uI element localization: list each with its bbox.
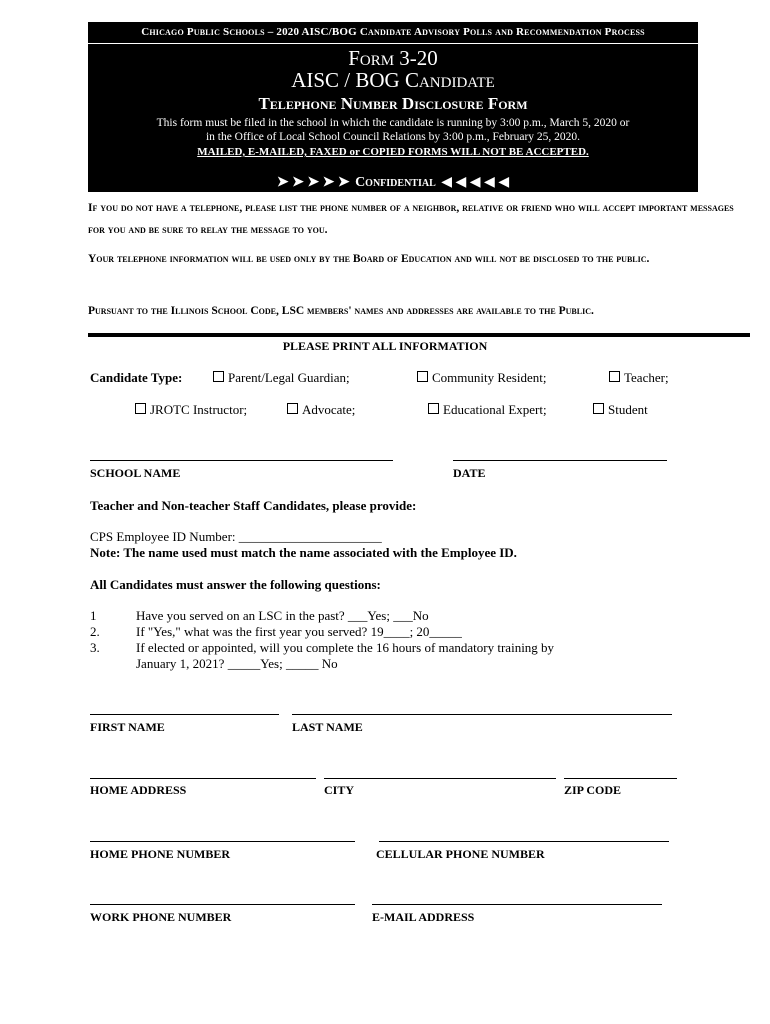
zip-code-label: ZIP CODE xyxy=(564,783,622,797)
date-label: DATE xyxy=(453,466,486,480)
checkbox-icon[interactable] xyxy=(287,403,298,414)
employee-id-field[interactable]: CPS Employee ID Number: ______________________ xyxy=(90,529,382,544)
home-phone-field[interactable] xyxy=(90,841,355,842)
cell-phone-label: CELLULAR PHONE NUMBER xyxy=(376,847,545,861)
header-top-line: Chicago Public Schools – 2020 AISC/BOG Candidate Advisory Polls and Recommendation Process xyxy=(141,26,645,38)
arrow-left-icons: ◀ ◀ ◀ ◀ ◀ xyxy=(441,175,510,190)
notice-telephone-use: Your telephone information will be used only by the Board of Education and will not be disclosed to the public. xyxy=(88,253,650,265)
email-label: E-MAIL ADDRESS xyxy=(372,910,475,924)
option-community-resident[interactable]: Community Resident; xyxy=(417,370,546,386)
mailed-forms-warning: MAILED, E-MAILED, FAXED or COPIED FORMS WILL NOT BE ACCEPTED. xyxy=(197,146,589,158)
employee-id-note: Note: The name used must match the name associated with the Employee ID. xyxy=(90,545,517,560)
candidate-line: AISC / BOG Candidate xyxy=(291,68,495,92)
question-2-text[interactable]: If "Yes," what was the first year you served? 19____; 20_____ xyxy=(136,624,462,639)
city-field[interactable] xyxy=(324,778,556,779)
checkbox-icon[interactable] xyxy=(417,371,428,382)
form-title: Telephone Number Disclosure Form xyxy=(258,94,528,113)
checkbox-icon[interactable] xyxy=(593,403,604,414)
form-header xyxy=(88,22,698,192)
questions-heading: All Candidates must answer the following questions: xyxy=(90,577,381,592)
home-address-field[interactable] xyxy=(90,778,316,779)
last-name-label: LAST NAME xyxy=(292,720,363,734)
first-name-field[interactable] xyxy=(90,714,279,715)
city-label: CITY xyxy=(324,783,355,797)
question-2-number: 2. xyxy=(90,624,100,639)
arrow-right-icons: ➤ ➤ ➤ ➤ ➤ xyxy=(276,175,350,190)
option-jrotc-instructor[interactable]: JROTC Instructor; xyxy=(135,402,247,418)
date-field[interactable] xyxy=(453,460,667,461)
staff-heading: Teacher and Non-teacher Staff Candidates, please provide: xyxy=(90,498,417,513)
first-name-label: FIRST NAME xyxy=(90,720,165,734)
checkbox-icon[interactable] xyxy=(428,403,439,414)
checkbox-icon[interactable] xyxy=(135,403,146,414)
form-number: Form 3-20 xyxy=(348,46,438,70)
section-rule xyxy=(88,333,750,337)
work-phone-field[interactable] xyxy=(90,904,355,905)
question-1-number: 1 xyxy=(90,608,97,623)
cell-phone-field[interactable] xyxy=(379,841,669,842)
confidential-label: Confidential xyxy=(355,175,436,190)
checkbox-icon[interactable] xyxy=(609,371,620,382)
option-advocate[interactable]: Advocate; xyxy=(287,402,355,418)
work-phone-label: WORK PHONE NUMBER xyxy=(90,910,232,924)
candidate-type-label: Candidate Type: xyxy=(90,370,183,385)
option-parent-guardian[interactable]: Parent/Legal Guardian; xyxy=(213,370,350,386)
school-name-label: SCHOOL NAME xyxy=(90,466,181,480)
notice-no-telephone: If you do not have a telephone, please list the phone number of a neighbor, relative or friend who will accept important messages for you and be sure to relay the message to you. xyxy=(88,202,734,236)
question-3-text: If elected or appointed, will you complete the 16 hours of mandatory training by xyxy=(136,640,555,655)
home-address-label: HOME ADDRESS xyxy=(90,783,187,797)
home-phone-label: HOME PHONE NUMBER xyxy=(90,847,230,861)
option-teacher[interactable]: Teacher; xyxy=(609,370,669,386)
confidential-banner xyxy=(88,174,698,191)
question-1-text[interactable]: Have you served on an LSC in the past? ___Yes; ___No xyxy=(136,608,429,623)
checkbox-icon[interactable] xyxy=(213,371,224,382)
option-educational-expert[interactable]: Educational Expert; xyxy=(428,402,547,418)
filing-deadline-line-1: This form must be filed in the school in which the candidate is running by 3:00 p.m., March 5, 2020 or xyxy=(156,117,630,129)
school-name-field[interactable] xyxy=(90,460,393,461)
notice-school-code: Pursuant to the Illinois School Code, LSC members' names and addresses are available to the Public. xyxy=(88,305,594,317)
filing-deadline-line-2: in the Office of Local School Council Relations by 3:00 p.m., February 25, 2020. xyxy=(205,131,581,143)
print-info-instruction: PLEASE PRINT ALL INFORMATION xyxy=(282,339,488,353)
option-student[interactable]: Student xyxy=(593,402,648,418)
header-divider xyxy=(88,43,698,44)
zip-code-field[interactable] xyxy=(564,778,677,779)
question-3-answer[interactable]: January 1, 2021? _____Yes; _____ No xyxy=(136,656,338,671)
question-3-number: 3. xyxy=(90,640,100,655)
email-field[interactable] xyxy=(372,904,662,905)
last-name-field[interactable] xyxy=(292,714,672,715)
